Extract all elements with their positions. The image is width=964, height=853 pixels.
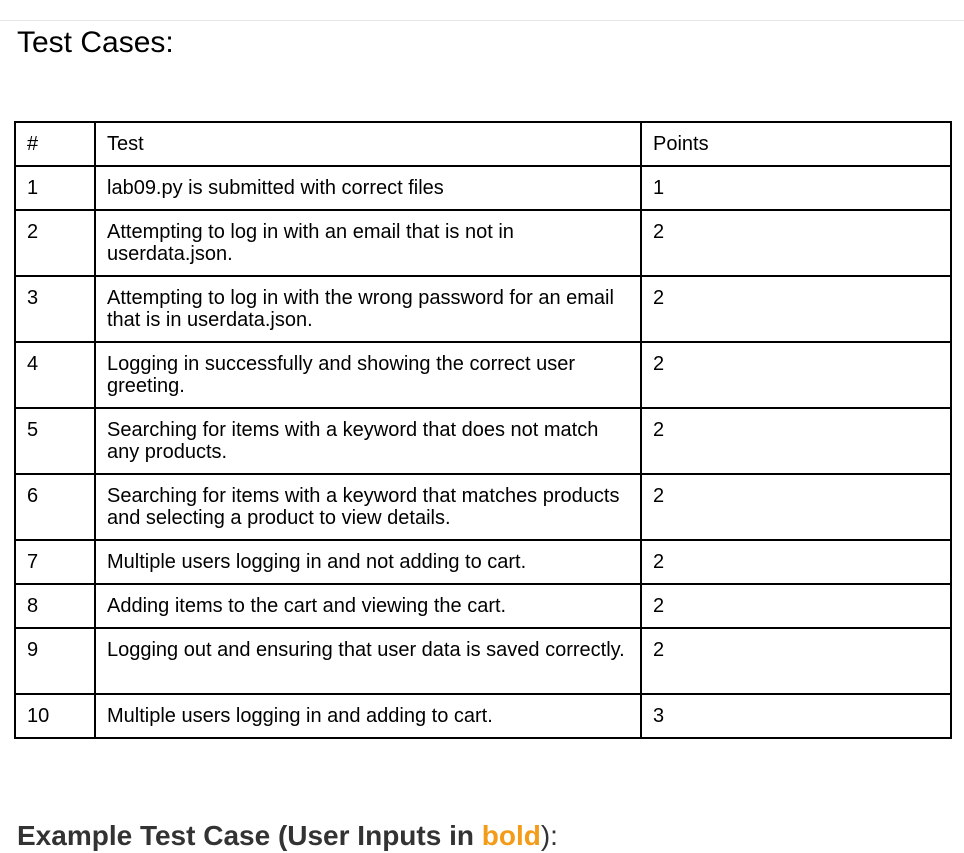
row-num: 5 [15, 408, 95, 474]
row-test: Searching for items with a keyword that matches products and selecting a product to view details. [95, 474, 641, 540]
header-test: Test [95, 122, 641, 166]
row-test: Searching for items with a keyword that does not match any products. [95, 408, 641, 474]
row-num: 2 [15, 210, 95, 276]
row-points: 2 [641, 408, 951, 474]
row-test: lab09.py is submitted with correct files [95, 166, 641, 210]
row-test: Logging out and ensuring that user data is saved correctly. [95, 628, 641, 694]
row-points: 1 [641, 166, 951, 210]
table-row [15, 628, 951, 694]
example-title-accent: bold [481, 820, 541, 851]
row-test: Logging in successfully and showing the correct user greeting. [95, 342, 641, 408]
row-test: Attempting to log in with an email that is not in userdata.json. [95, 210, 641, 276]
section-title: Test Cases: [17, 26, 174, 59]
row-points: 2 [641, 628, 951, 694]
row-num: 1 [15, 166, 95, 210]
row-points: 2 [641, 210, 951, 276]
row-points: 2 [641, 342, 951, 408]
row-num: 8 [15, 584, 95, 628]
row-points: 2 [641, 540, 951, 584]
table-row [15, 474, 951, 540]
row-test: Multiple users logging in and not adding to cart. [95, 540, 641, 584]
table-row [15, 584, 951, 628]
example-title-suffix: ): [540, 820, 558, 851]
row-points: 2 [641, 474, 951, 540]
row-test: Multiple users logging in and adding to cart. [95, 694, 641, 738]
row-num: 6 [15, 474, 95, 540]
table-row [15, 166, 951, 210]
row-num: 10 [15, 694, 95, 738]
row-num: 4 [15, 342, 95, 408]
table-row [15, 276, 951, 342]
row-num: 7 [15, 540, 95, 584]
row-num: 9 [15, 628, 95, 694]
row-test: Attempting to log in with the wrong password for an email that is in userdata.json. [95, 276, 641, 342]
row-num: 3 [15, 276, 95, 342]
header-points: Points [641, 122, 951, 166]
example-title-prefix: Example Test Case (User Inputs in [17, 820, 482, 851]
top-divider [0, 20, 964, 21]
header-num: # [15, 122, 95, 166]
table-row [15, 408, 951, 474]
row-points: 2 [641, 584, 951, 628]
row-test: Adding items to the cart and viewing the cart. [95, 584, 641, 628]
example-title [17, 819, 558, 853]
table-row [15, 540, 951, 584]
row-points: 2 [641, 276, 951, 342]
table-row [15, 342, 951, 408]
test-cases-table [14, 121, 952, 739]
table-row [15, 210, 951, 276]
table-row [15, 694, 951, 738]
row-points: 3 [641, 694, 951, 738]
table-header-row [15, 122, 951, 166]
